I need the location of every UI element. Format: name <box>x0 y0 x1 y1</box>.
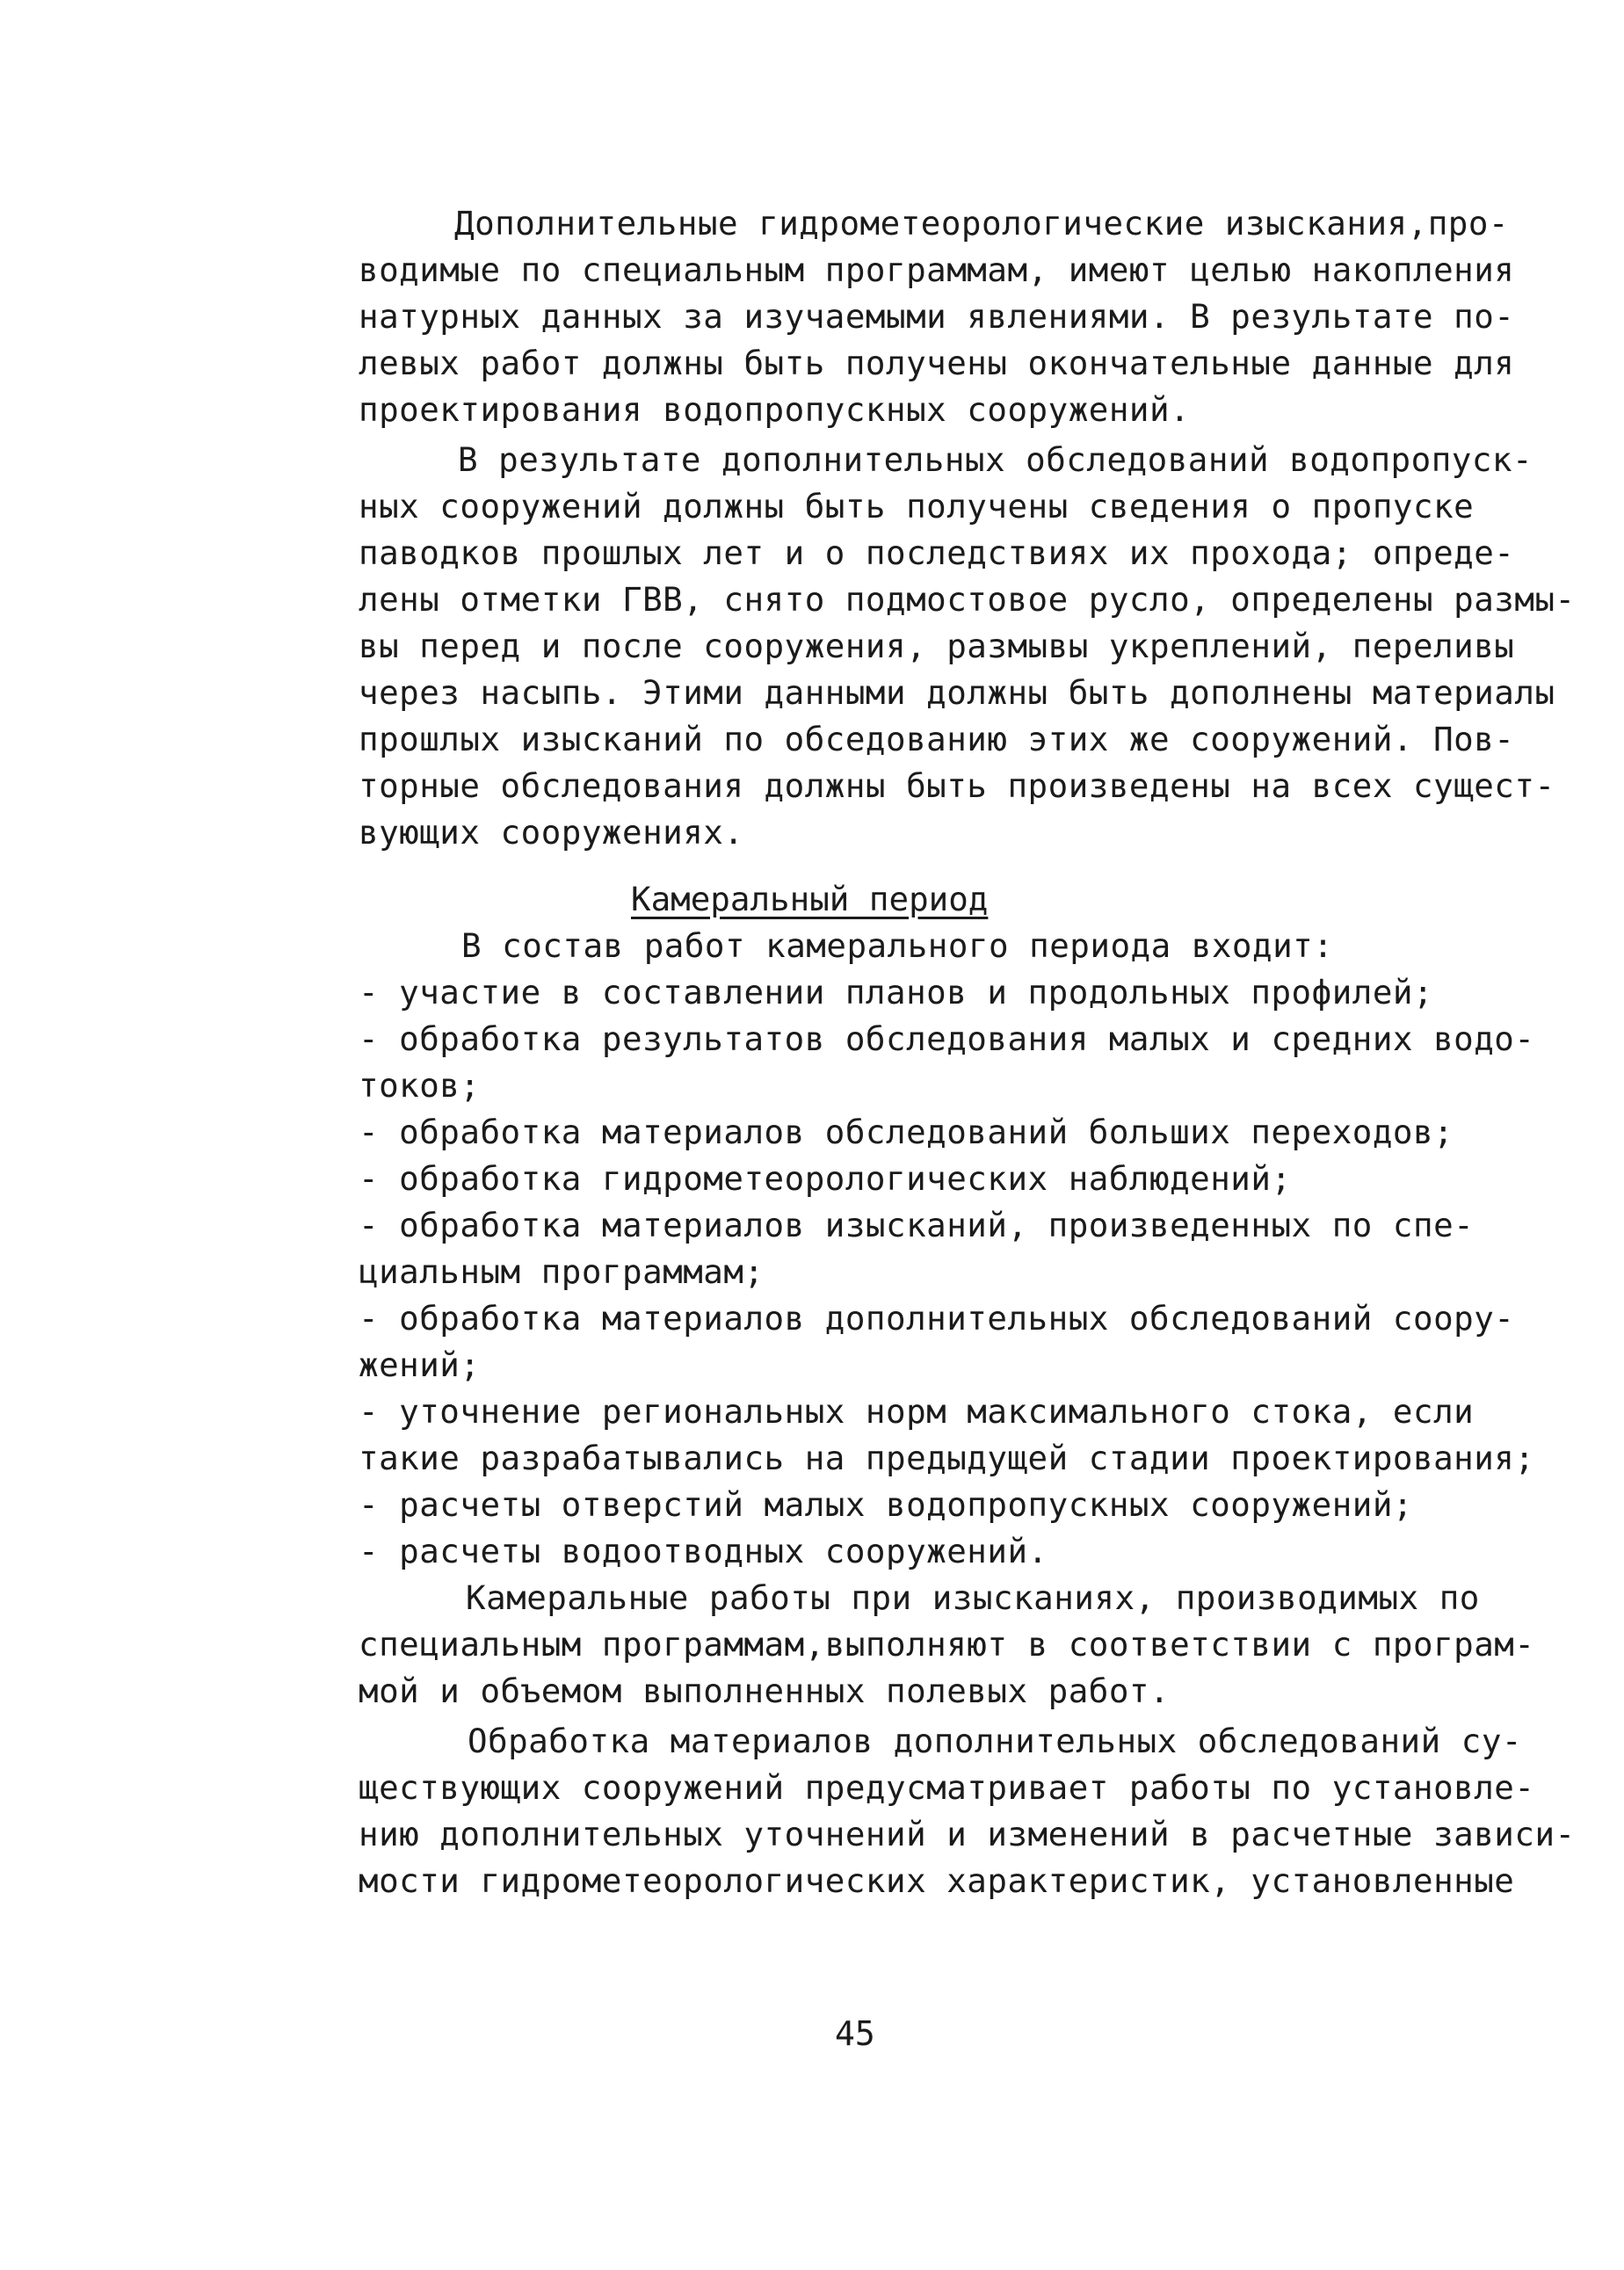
paragraph-1-line: левых работ должны быть получены окончательные данные для <box>359 344 1515 382</box>
paragraph-2-line: вующих сооружениях. <box>359 813 744 852</box>
list-line: циальным программам; <box>359 1252 765 1291</box>
paragraph-1-line: натурных данных за изучаемыми явлениями. В результате по- <box>359 297 1515 336</box>
paragraph-1-line: проектирования водопропускных сооружений. <box>359 390 1191 429</box>
page-number: 45 <box>835 2014 875 2053</box>
paragraph-2-line: ных сооружений должны быть получены сведения о пропуске <box>359 487 1475 526</box>
paragraph-1-line: водимые по специальным программам, имеют целью накопления <box>359 250 1515 289</box>
list-line: - уточнение региональных норм максимального стока, если <box>359 1392 1475 1431</box>
list-line: - обработка гидрометеорологических наблюдений; <box>359 1159 1292 1198</box>
paragraph-2-line: паводков прошлых лет и о последствиях их прохода; опреде- <box>359 533 1515 572</box>
paragraph-4-line: нию дополнительных уточнений и изменений в расчетные зависи- <box>359 1815 1576 1853</box>
list-line: - участие в составлении планов и продольных профилей; <box>359 973 1434 1012</box>
paragraph-1-line: Дополнительные гидрометеорологические изыскания,про- <box>454 204 1509 243</box>
list-intro: В состав работ камерального периода входит: <box>461 926 1334 965</box>
paragraph-2-line: торные обследования должны быть произведены на всех сущест- <box>359 766 1555 805</box>
list-line: - обработка материалов изысканий, произведенных по спе- <box>359 1206 1475 1244</box>
list-line: - обработка результатов обследования малых и средних водо- <box>359 1019 1535 1058</box>
section-heading: Камеральный период <box>631 880 989 918</box>
list-line: - обработка материалов обследований больших переходов; <box>359 1113 1454 1151</box>
list-line: - обработка материалов дополнительных обследований соору- <box>359 1299 1515 1338</box>
paragraph-3-line: мой и объемом выполненных полевых работ. <box>359 1672 1171 1710</box>
paragraph-2-line: прошлых изысканий по обседованию этих же сооружений. Пов- <box>359 720 1515 758</box>
paragraph-4-line: мости гидрометеорологических характеристик, установленные <box>359 1861 1515 1900</box>
list-line: токов; <box>359 1066 481 1105</box>
paragraph-2-line: вы перед и после сооружения, размывы укреплений, переливы <box>359 627 1515 665</box>
paragraph-2-line: лены отметки ГВВ, снято подмостовое русло, определены размы- <box>359 580 1576 619</box>
paragraph-3-line: Камеральные работы при изысканиях, производимых по <box>466 1578 1480 1617</box>
paragraph-2-line: через насыпь. Этими данными должны быть дополнены материалы <box>359 673 1555 712</box>
list-line: жений; <box>359 1345 481 1384</box>
paragraph-4-line: Обработка материалов дополнительных обследований су- <box>468 1722 1522 1760</box>
paragraph-4-line: ществующих сооружений предусматривает работы по установле- <box>359 1768 1535 1807</box>
paragraph-3-line: специальным программам,выполняют в соответствии с програм- <box>359 1625 1535 1664</box>
list-line: такие разрабатывались на предыдущей стадии проектирования; <box>359 1439 1535 1477</box>
list-line: - расчеты отверстий малых водопропускных сооружений; <box>359 1485 1413 1524</box>
paragraph-2-line: В результате дополнительных обследований водопропуск- <box>458 440 1533 479</box>
list-line: - расчеты водоотводных сооружений. <box>359 1532 1048 1570</box>
